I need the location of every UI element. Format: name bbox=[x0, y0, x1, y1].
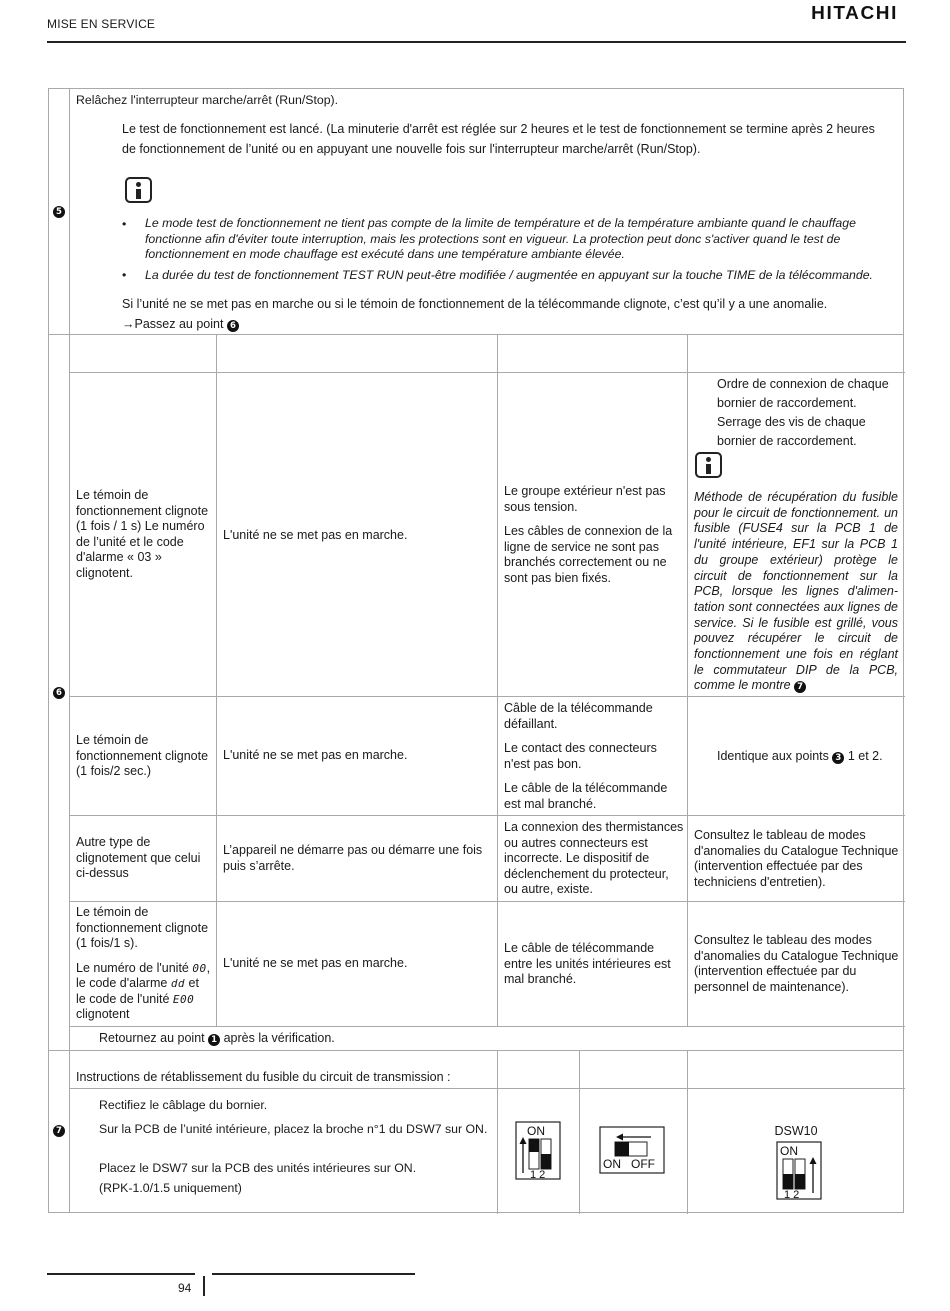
instruction-line-2: Sur la PCB de l’unité intérieure, placez la broche n°1 du DSW7 sur ON. bbox=[99, 1122, 488, 1136]
instruction-line-3: Placez le DSW7 sur la PCB des unités intérieures sur ON. bbox=[99, 1161, 417, 1175]
step-5-paragraph: Le test de fonctionnement est lancé. (La minuterie d'arrêt est réglée sur 2 heures et le test de fonctionnement se termine après 2 heures de fonctionnement de l’unité ou en appuyant une nouvelle fois sur l'interrupteur marche/arrêt (Run/Stop). bbox=[122, 122, 875, 156]
table-row-3-status: L’appareil ne démarre pas ou démarre une fois puis s’arrête. bbox=[223, 843, 483, 873]
instruction-line-1: Rectifiez le câblage du bornier. bbox=[99, 1098, 268, 1112]
table-row-4-status: L'unité ne se met pas en marche. bbox=[223, 956, 408, 970]
table-row-1-symptom: Le témoin de fonctionnement clignote (1 fois / 1 s) Le numéro de l’unité et le code d'alarme « 03 » clignotent. bbox=[76, 488, 209, 580]
return-to-step-1: Retournez au point 1 après la vérification. bbox=[99, 1031, 335, 1045]
info-icon bbox=[125, 177, 152, 203]
table-row-3-cause: La connexion des thermistances ou autres connecteurs est incorrecte. Le dispositif de déclenchement du protecteur, ou autre, existe. bbox=[504, 820, 684, 896]
page-number: 94 bbox=[178, 1281, 192, 1295]
step-7-section bbox=[48, 1050, 904, 1213]
switch-off-label: OFF bbox=[631, 1157, 655, 1171]
info-icon bbox=[695, 452, 722, 478]
table-row-2-symptom: Le témoin de fonctionnement clignote (1 fois/2 sec.) bbox=[76, 733, 209, 778]
step-number-5: 5 bbox=[53, 206, 65, 218]
note-bullet-1: • Le mode test de fonctionnement ne tient pas compte de la limite de température et de la température ambiante quand le chauffage fonctionne afin d'éviter toute interruption, mais les protections sont en vigueur. La protection peut donc s'activer quand le test de fonctionnement en mode chauffage est exécuté dans une température ambiante élevée. bbox=[122, 216, 856, 261]
segment-code-alarm: dd bbox=[170, 977, 186, 990]
fuse-instructions-title: Instructions de rétablissement du fusible du circuit de transmission : bbox=[76, 1070, 451, 1084]
table-row-2-cause: Câble de la télécommande défaillant. Le contact des connecteurs n'est pas bon. Le câble de la télécommande est mal branché. bbox=[504, 701, 668, 811]
table-row-1-cause: Le groupe extérieur n'est pas sous tension. Les câbles de connexion de la ligne de service ne sont pas branchés correctement ou ne sont pas bien fixés. bbox=[504, 484, 673, 585]
brand-logo: HITACHI bbox=[811, 3, 898, 24]
instruction-line-4: (RPK-1.0/1.5 uniquement) bbox=[99, 1181, 242, 1195]
step-gutter bbox=[49, 335, 70, 1050]
step-gutter bbox=[49, 1051, 70, 1212]
dip-numbers: 1 2 bbox=[784, 1189, 800, 1201]
table-row-2-status: L'unité ne se met pas en marche. bbox=[223, 748, 408, 762]
step-ref-1: 1 bbox=[208, 1034, 220, 1046]
table-row-3-check: Consultez le tableau de modes d'anomalies du Catalogue Technique (intervention effectuée par des techniciens d'entretien). bbox=[694, 828, 899, 889]
footer-rule-left bbox=[47, 1273, 195, 1275]
step-number-6: 6 bbox=[53, 687, 65, 699]
note-bullet-2: • La durée du test de fonctionnement TEST RUN peut-être modifiée / augmentée en appuyant sur la touche TIME de la télécommande. bbox=[122, 268, 873, 282]
switch-on-label: ON bbox=[603, 1157, 621, 1171]
section-title: MISE EN SERVICE bbox=[47, 17, 156, 31]
segment-code-e00: E00 bbox=[172, 992, 195, 1006]
header-rule bbox=[47, 41, 906, 43]
table-row-4-cause: Le câble de télécommande entre les unités intérieures est mal branché. bbox=[504, 941, 671, 986]
step-5-line: Relâchez l'interrupteur marche/arrêt (Run/Stop). bbox=[76, 93, 339, 107]
dip-switch-dsw7-diagram bbox=[515, 1121, 561, 1181]
footer-divider bbox=[203, 1276, 205, 1296]
dsw10-label: DSW10 bbox=[774, 1124, 818, 1138]
table-row-4-symptom: Le témoin de fonctionnement clignote (1 fois/1 s). Le numéro de l'unité 00, le code d'alarme dd et le code de l'unité E00 clignotent bbox=[76, 905, 211, 1021]
segment-code-unit: 00 bbox=[192, 961, 207, 975]
anomaly-text: Si l’unité ne se met pas en marche ou si le témoin de fonctionnement de la télécommande clignote, c’est qu’il y a une anomalie. bbox=[122, 297, 828, 311]
step-ref-3: 3 bbox=[832, 752, 844, 764]
dip-on-label: ON bbox=[527, 1124, 545, 1138]
dip-numbers: 1 2 bbox=[530, 1169, 546, 1181]
table-row-2-check: Identique aux points 3 1 et 2. bbox=[717, 749, 883, 763]
goto-step-6: →Passez au point 6 bbox=[122, 314, 239, 334]
dip-on-label: ON bbox=[780, 1144, 798, 1158]
footer-rule-right bbox=[212, 1273, 415, 1275]
step-gutter bbox=[49, 89, 70, 334]
table-row-1-status: L'unité ne se met pas en marche. bbox=[223, 528, 408, 542]
dip-switch-dsw10-diagram bbox=[776, 1141, 822, 1201]
step-number-7: 7 bbox=[53, 1125, 65, 1137]
table-row-3-symptom: Autre type de clignotement que celui ci-dessus bbox=[76, 835, 201, 880]
fuse-recovery-note: Méthode de récupération du fusible pour le circuit de fonctionnement. un fusible (FUSE4 sur la PCB 1 de l'unité intérieure, EF1 sur la PCB 1 du groupe extérieur) protège le circuit de fonctionnement sur la PCB, lorsque les lignes d'alimen-tation sont connectées aux lignes de service. Si le fusible est grillé, vous pouvez récupérer le circuit de fonctionnement une fois en réglant le commutateur DIP de la PCB, comme le montre 7 bbox=[694, 490, 898, 693]
step-ref-7: 7 bbox=[794, 681, 806, 693]
step-6-section bbox=[48, 334, 904, 1051]
slide-switch-diagram bbox=[599, 1126, 667, 1176]
step-5-section bbox=[48, 88, 904, 335]
step-ref-6: 6 bbox=[227, 320, 239, 332]
table-row-1-check: Ordre de connexion de chaque bornier de raccordement. Serrage des vis de chaque bornier de raccordement. bbox=[717, 377, 889, 448]
table-row-4-check: Consultez le tableau des modes d'anomalies du Catalogue Technique (intervention effectuée par du personnel de maintenance). bbox=[694, 933, 899, 994]
